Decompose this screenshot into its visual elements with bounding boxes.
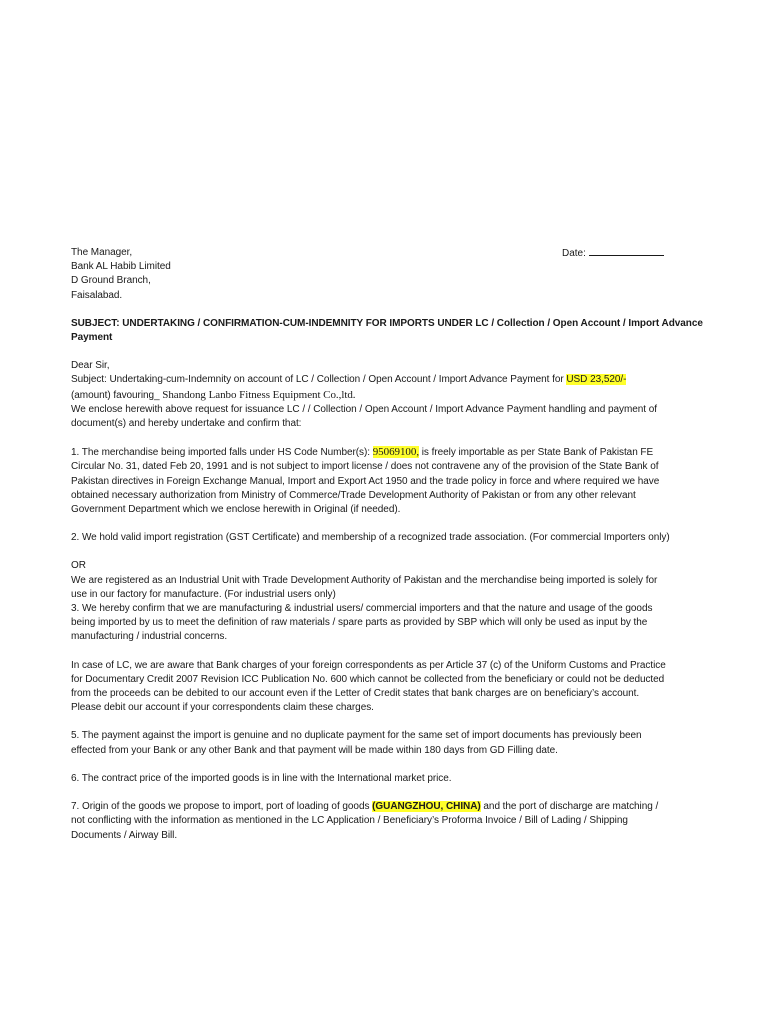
subject-heading	[71, 317, 705, 345]
subject-line-2: Payment	[71, 332, 113, 344]
lc-charges-line: Please debit our account if your correspondents claim these charges.	[71, 702, 374, 714]
addressee-line: Faisalabad.	[71, 289, 123, 301]
lc-charges-line: for Documentary Credit 2007 Revision ICC Publication No. 600 which cannot be collected from the beneficiary or could not be deducted	[71, 673, 665, 685]
paragraph-3-line: manufacturing / industrial concerns.	[71, 631, 228, 643]
beneficiary-line	[71, 388, 705, 403]
para1-prefix: 1. The merchandise being imported falls under HS Code Number(s):	[71, 447, 373, 459]
or-label: OR	[71, 560, 86, 572]
paragraph-7	[71, 800, 705, 843]
para1-suffix: is freely importable as per State Bank of Pakistan FE	[419, 447, 654, 459]
amount-highlight: USD 23,520/-	[566, 374, 627, 386]
paragraph-6: 6. The contract price of the imported goods is in line with the International market price.	[71, 772, 452, 784]
subject-text	[71, 373, 705, 387]
enclose-line: We enclose herewith above request for issuance LC / / Collection / Open Account / Import Advance Payment handling and payment of	[71, 403, 657, 415]
letter-body	[71, 246, 705, 843]
addressee-line: D Ground Branch,	[71, 275, 151, 287]
para7-prefix: 7. Origin of the goods we propose to import, port of loading of goods	[71, 801, 373, 813]
para1-line: Pakistan directives in Foreign Exchange Manual, Import and Export Act 1950 and the trade policy in force and where required we have	[71, 475, 660, 487]
date-label: Date:	[562, 248, 586, 259]
paragraph-5-line: effected from your Bank or any other Bank and that payment will be made within 180 days from GD Filling date.	[71, 744, 558, 756]
addressee-line: Bank AL Habib Limited	[71, 261, 171, 273]
port-highlight: (GUANGZHOU, CHINA)	[372, 801, 481, 813]
lc-charges-line: In case of LC, we are aware that Bank charges of your foreign correspondents as per Article 37 (c) of the Uniform Customs and Practice	[71, 659, 666, 671]
paragraph-1	[71, 445, 705, 517]
para7-suffix: and the port of discharge are matching /	[480, 801, 659, 813]
para1-line: obtained necessary authorization from Ministry of Commerce/Trade Development Authority of Pakistan or from any other relevant	[71, 489, 636, 501]
lc-charges-line: from the proceeds can be debited to our account even if the Letter of Credit states that bank charges are on beneficiary’s account.	[71, 688, 640, 700]
enclose-line: document(s) and hereby undertake and confirm that:	[71, 418, 302, 430]
addressee-block	[71, 246, 705, 303]
industrial-line: We are registered as an Industrial Unit with Trade Development Authority of Pakistan and the merchandise being imported is solely for	[71, 574, 658, 586]
paragraph-3-line: being imported by us to meet the definition of raw materials / spare parts as provided by SBP which will only be used as input by the	[71, 617, 648, 629]
addressee-line: The Manager,	[71, 247, 133, 258]
subject-line-1: SUBJECT: UNDERTAKING / CONFIRMATION-CUM-INDEMNITY FOR IMPORTS UNDER LC / Collection / Open Account / Import Advance	[71, 317, 703, 329]
hs-code-highlight: 95069100,	[372, 446, 420, 459]
para1-line: Government Department which we enclose herewith in Original (if needed).	[71, 504, 401, 516]
paragraph-2: 2. We hold valid import registration (GST Certificate) and membership of a recognized trade association. (For commercial Importers only)	[71, 532, 670, 544]
paragraph-5-line: 5. The payment against the import is genuine and no duplicate payment for the same set of import documents has previously been	[71, 730, 642, 742]
salutation: Dear Sir,	[71, 360, 110, 372]
paragraph-3-line: 3. We hereby confirm that we are manufacturing & industrial users/ commercial importers and that the nature and usage of the goods	[71, 603, 653, 615]
industrial-line: use in our factory for manufacture. (For industrial users only)	[71, 588, 336, 600]
para7-line: Documents / Airway Bill.	[71, 829, 178, 841]
subject-prefix: Subject: Undertaking-cum-Indemnity on account of LC / Collection / Open Account / Import Advance Payment for	[71, 374, 567, 386]
para7-line: not conflicting with the information as mentioned in the LC Application / Beneficiary’s Proforma Invoice / Bill of Lading / Shipping	[71, 815, 628, 827]
beneficiary-name: Shandong Lanbo Fitness Equipment Co.,ltd.	[162, 388, 356, 401]
para1-line: Circular No. 31, dated Feb 20, 1991 and is not subject to import license / does not contravene any of the provision of the State Bank of	[71, 461, 659, 473]
amount-label: (amount) favouring_	[71, 389, 163, 401]
